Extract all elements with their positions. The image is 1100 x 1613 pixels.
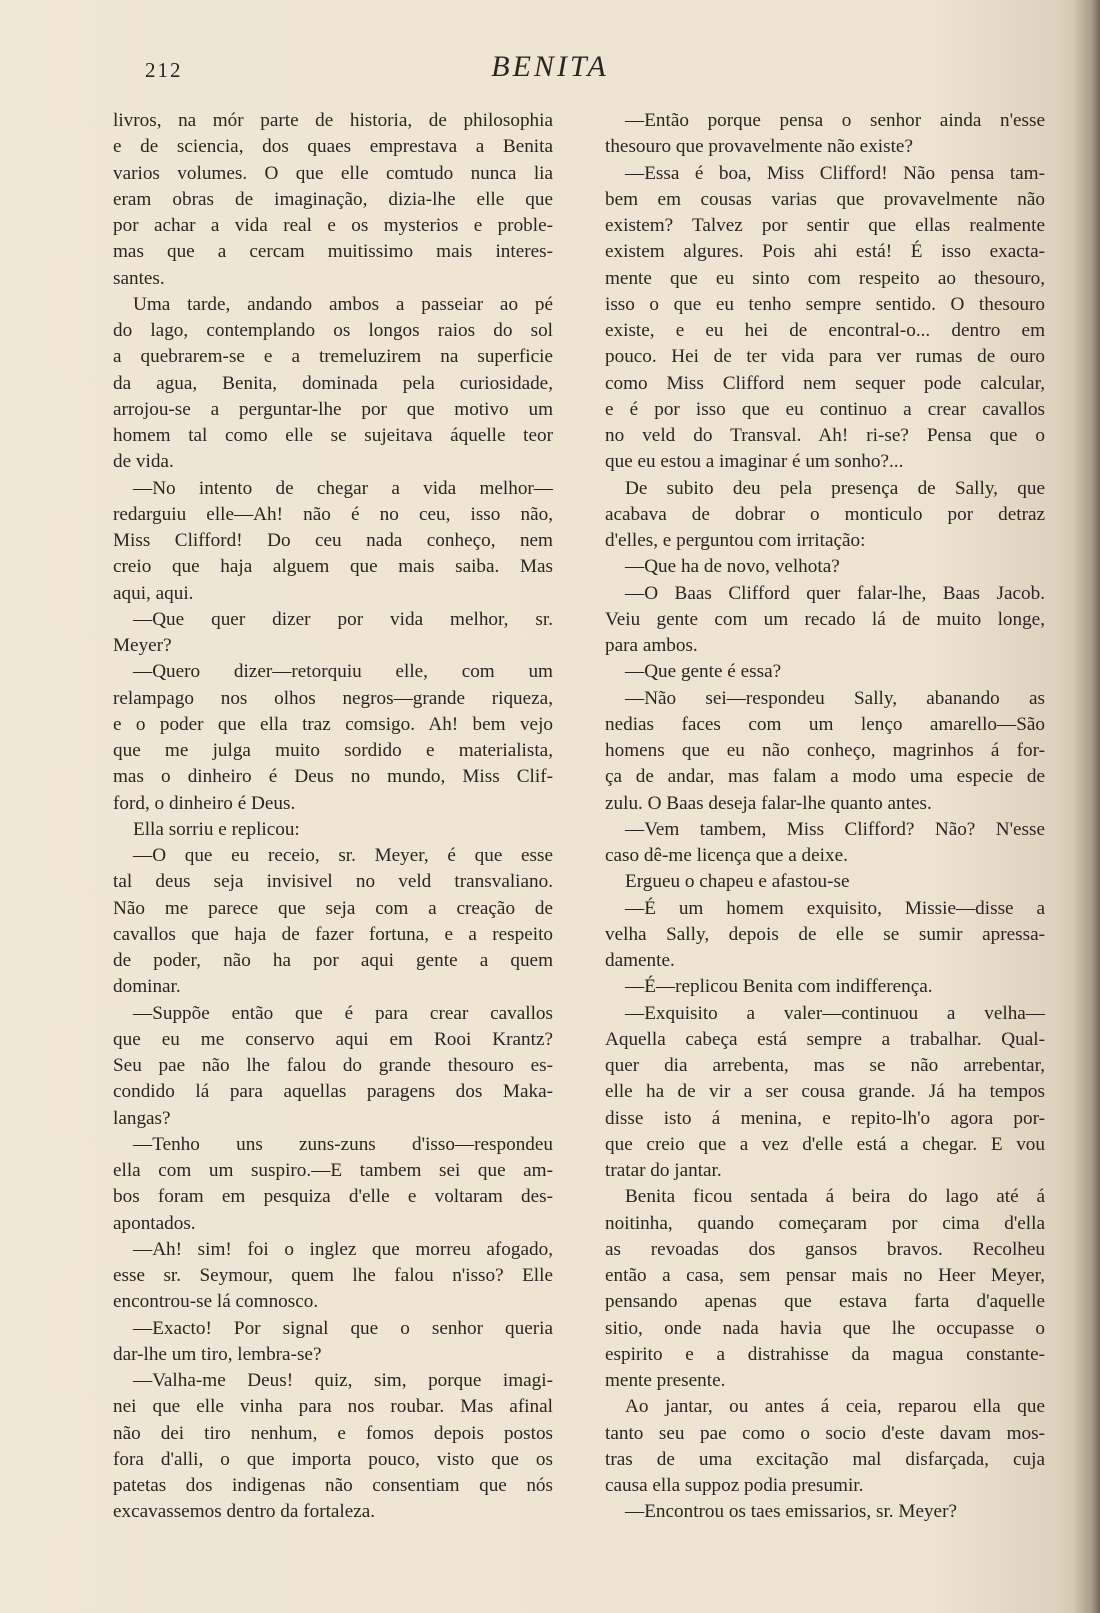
- text-line: varios volumes. O que elle comtudo nunca lia: [113, 162, 553, 184]
- text-line: acabava de dobrar o monticulo por detraz: [605, 503, 1045, 525]
- text-line: dar-lhe um tiro, lembra-se?: [113, 1343, 322, 1365]
- text-line: não dei tiro nenhum, e fomos depois postos: [113, 1422, 553, 1444]
- text-line: Benita ficou sentada á beira do lago até á: [625, 1186, 1045, 1208]
- text-line: no veld do Transval. Ah! ri-se? Pensa que o: [605, 425, 1045, 446]
- text-line: Ao jantar, ou antes á ceia, reparou ella que: [625, 1396, 1045, 1418]
- text-line: encontrou-se lá comnosco.: [113, 1291, 319, 1313]
- text-line: —O Baas Clifford quer falar-lhe, Baas Jacob.: [625, 582, 1045, 604]
- text-line: fora d'alli, o que importa pouco, visto que os: [113, 1448, 553, 1470]
- text-line: ford, o dinheiro é Deus.: [113, 792, 296, 814]
- text-line: d'elles, e perguntou com irritação:: [605, 530, 866, 551]
- text-line: isso o que eu tenho sempre sentido. O thesouro: [605, 293, 1045, 315]
- text-line: eram obras de imaginação, dizia-lhe elle que: [113, 188, 553, 210]
- text-line: noitinha, quando começaram por cima d'ella: [605, 1212, 1045, 1234]
- text-line: e de sciencia, dos quaes emprestava a Benita: [113, 136, 553, 158]
- text-line: pouco. Hei de ter vida para ver rumas de ouro: [605, 346, 1045, 368]
- text-line: que creio que a vez d'elle está a chegar. E vou: [605, 1133, 1045, 1155]
- text-line: disse isto á menina, e repito-lh'o agora por-: [605, 1107, 1045, 1129]
- text-line: de poder, não ha por aqui gente a quem: [113, 950, 553, 971]
- text-line: existem algures. Pois ahi está! É isso exacta-: [605, 241, 1045, 263]
- left-text-column: [113, 108, 553, 1526]
- text-line: Uma tarde, andando ambos a passeiar ao pé: [133, 293, 553, 315]
- text-line: apontados.: [113, 1212, 196, 1234]
- text-line: excavassemos dentro da fortaleza.: [113, 1501, 376, 1523]
- text-line: para ambos.: [605, 635, 698, 656]
- text-line: sitio, onde nada havia que lhe occupasse o: [605, 1317, 1045, 1339]
- page-edge-shadow: [1072, 0, 1100, 1613]
- text-line: Ergueu o chapeu e afastou-se: [625, 871, 850, 893]
- text-line: elle ha de vir a ser cousa grande. Já ha tempos: [605, 1081, 1045, 1103]
- text-line: e é por isso que eu continuo a crear cavallos: [605, 398, 1045, 420]
- text-line: De subito deu pela presença de Sally, que: [625, 477, 1045, 499]
- text-line: damente.: [605, 950, 675, 971]
- text-line: por achar a vida real e os mysterios e proble-: [113, 215, 553, 236]
- text-line: como Miss Clifford nem sequer pode calcular,: [605, 372, 1045, 394]
- text-line: dominar.: [113, 976, 181, 998]
- text-line: mas o dinheiro é Deus no mundo, Miss Clif-: [113, 766, 553, 788]
- running-title: BENITA: [491, 50, 609, 83]
- text-line: homens que eu não conheço, magrinhos á for-: [605, 740, 1045, 761]
- text-line: as revoadas dos gansos bravos. Recolheu: [605, 1238, 1045, 1260]
- text-line: ça de andar, mas falam a modo uma especie de: [605, 766, 1045, 788]
- text-line: mente presente.: [605, 1370, 726, 1391]
- text-line: que eu estou a imaginar é um sonho?...: [605, 451, 904, 473]
- text-line: thesouro que provavelmente não existe?: [605, 136, 913, 158]
- text-line: —É—replicou Benita com indifferença.: [625, 976, 933, 998]
- text-line: condido lá para aquellas paragens dos Maka-: [113, 1081, 553, 1103]
- text-line: —Que quer dizer por vida melhor, sr.: [133, 608, 553, 630]
- text-line: —Encontrou os taes emissarios, sr. Meyer?: [625, 1501, 957, 1523]
- page-number: 212: [145, 58, 183, 82]
- text-line: que me julga muito sordido e materialista,: [113, 740, 553, 761]
- text-line: —Tenho uns zuns-zuns d'isso—respondeu: [133, 1133, 553, 1155]
- text-line: —No intento de chegar a vida melhor—: [133, 477, 553, 499]
- text-line: —Quero dizer—retorquiu elle, com um: [133, 661, 553, 683]
- text-line: —Então porque pensa o senhor ainda n'esse: [625, 110, 1045, 131]
- text-line: mas que a cercam muitissimo mais interes-: [113, 241, 553, 263]
- text-line: —Essa é boa, Miss Clifford! Não pensa tam-: [625, 162, 1045, 184]
- text-line: então a casa, sem pensar mais no Heer Meyer,: [605, 1265, 1045, 1286]
- text-line: do lago, contemplando os longos raios do sol: [113, 320, 553, 341]
- text-line: espirito e a distrahisse da magua constante-: [605, 1343, 1045, 1365]
- text-line: santes.: [113, 267, 165, 289]
- text-line: —O que eu receio, sr. Meyer, é que esse: [133, 845, 553, 866]
- text-line: tras de uma excitação mal disfarçada, cuja: [605, 1448, 1045, 1470]
- text-line: esse sr. Seymour, quem lhe falou n'isso? Elle: [113, 1265, 553, 1286]
- text-line: mente que eu sinto com respeito ao thesouro,: [605, 267, 1045, 289]
- text-line: de vida.: [113, 451, 174, 473]
- text-line: —Que ha de novo, velhota?: [625, 556, 840, 578]
- text-line: —Exacto! Por signal que o senhor queria: [133, 1317, 553, 1339]
- text-line: tratar do jantar.: [605, 1160, 722, 1181]
- text-line: zulu. O Baas deseja falar-lhe quanto antes.: [605, 792, 932, 814]
- text-line: Meyer?: [113, 635, 172, 656]
- text-line: redarguiu elle—Ah! não é no ceu, isso não,: [113, 503, 553, 525]
- text-line: relampago nos olhos negros—grande riqueza,: [113, 687, 553, 709]
- text-line: nei que elle vinha para nos roubar. Mas afinal: [113, 1396, 553, 1418]
- text-line: existe, e eu hei de encontral-o... dentro em: [605, 320, 1045, 341]
- text-line: nedias faces com um lenço amarello—São: [605, 713, 1045, 735]
- text-line: —Suppõe então que é para crear cavallos: [133, 1002, 553, 1024]
- text-line: Veiu gente com um recado lá de muito longe,: [605, 608, 1045, 630]
- text-line: a quebrarem-se e a tremeluzirem na superficie: [113, 346, 553, 368]
- text-line: Ella sorriu e replicou:: [133, 818, 300, 840]
- text-line: tal deus seja invisivel no veld transvaliano.: [113, 871, 553, 893]
- text-line: que eu me conservo aqui em Rooi Krantz?: [113, 1028, 553, 1050]
- text-line: livros, na mór parte de historia, de philosophia: [113, 110, 553, 131]
- text-line: caso dê-me licença que a deixe.: [605, 845, 848, 866]
- text-line: —Vem tambem, Miss Clifford? Não? N'esse: [625, 818, 1045, 840]
- text-line: Seu pae não lhe falou do grande thesouro es-: [113, 1055, 553, 1076]
- text-line: bem em cousas varias que provavelmente não: [605, 188, 1045, 210]
- text-line: aqui, aqui.: [113, 582, 194, 604]
- text-line: da agua, Benita, dominada pela curiosidade,: [113, 372, 553, 394]
- text-line: —Valha-me Deus! quiz, sim, porque imagi-: [133, 1370, 553, 1391]
- text-line: quer dia arrebenta, mas se não arrebentar,: [605, 1055, 1045, 1076]
- right-text-column: [605, 108, 1045, 1526]
- text-line: —Ah! sim! foi o inglez que morreu afogado,: [133, 1238, 553, 1260]
- text-line: —Exquisito a valer—continuou a velha—: [625, 1002, 1045, 1024]
- text-line: homem tal como elle se sujeitava áquelle teor: [113, 425, 553, 446]
- text-line: —Não sei—respondeu Sally, abanando as: [625, 687, 1045, 709]
- text-line: Miss Clifford! Do ceu nada conheço, nem: [113, 530, 553, 551]
- text-line: Não me parece que seja com a creação de: [113, 897, 553, 919]
- text-line: tanto seu pae como o socio d'este davam mos-: [605, 1422, 1045, 1444]
- text-line: e o poder que ella traz comsigo. Ah! bem vejo: [113, 713, 553, 735]
- text-line: —Que gente é essa?: [625, 661, 782, 683]
- text-line: —É um homem exquisito, Missie—disse a: [625, 897, 1045, 919]
- text-line: cavallos que haja de fazer fortuna, e a respeito: [113, 923, 553, 945]
- text-line: ella com um suspiro.—E tambem sei que am-: [113, 1160, 553, 1181]
- text-line: arrojou-se a perguntar-lhe por que motivo um: [113, 398, 553, 420]
- text-line: Aquella cabeça está sempre a trabalhar. Qual-: [605, 1028, 1045, 1050]
- text-line: langas?: [113, 1107, 171, 1129]
- text-line: existem? Talvez por sentir que ellas realmente: [605, 215, 1045, 236]
- text-line: bos foram em pesquiza d'elle e voltaram des-: [113, 1186, 553, 1208]
- text-line: creio que haja alguem que mais saiba. Mas: [113, 556, 553, 578]
- text-line: velha Sally, depois de elle se sumir apressa-: [605, 923, 1045, 945]
- text-line: patetas dos indigenas não consentiam que nós: [113, 1475, 553, 1496]
- text-line: causa ella suppoz podia presumir.: [605, 1475, 864, 1496]
- text-line: pensando apenas que estava farta d'aquelle: [605, 1291, 1045, 1313]
